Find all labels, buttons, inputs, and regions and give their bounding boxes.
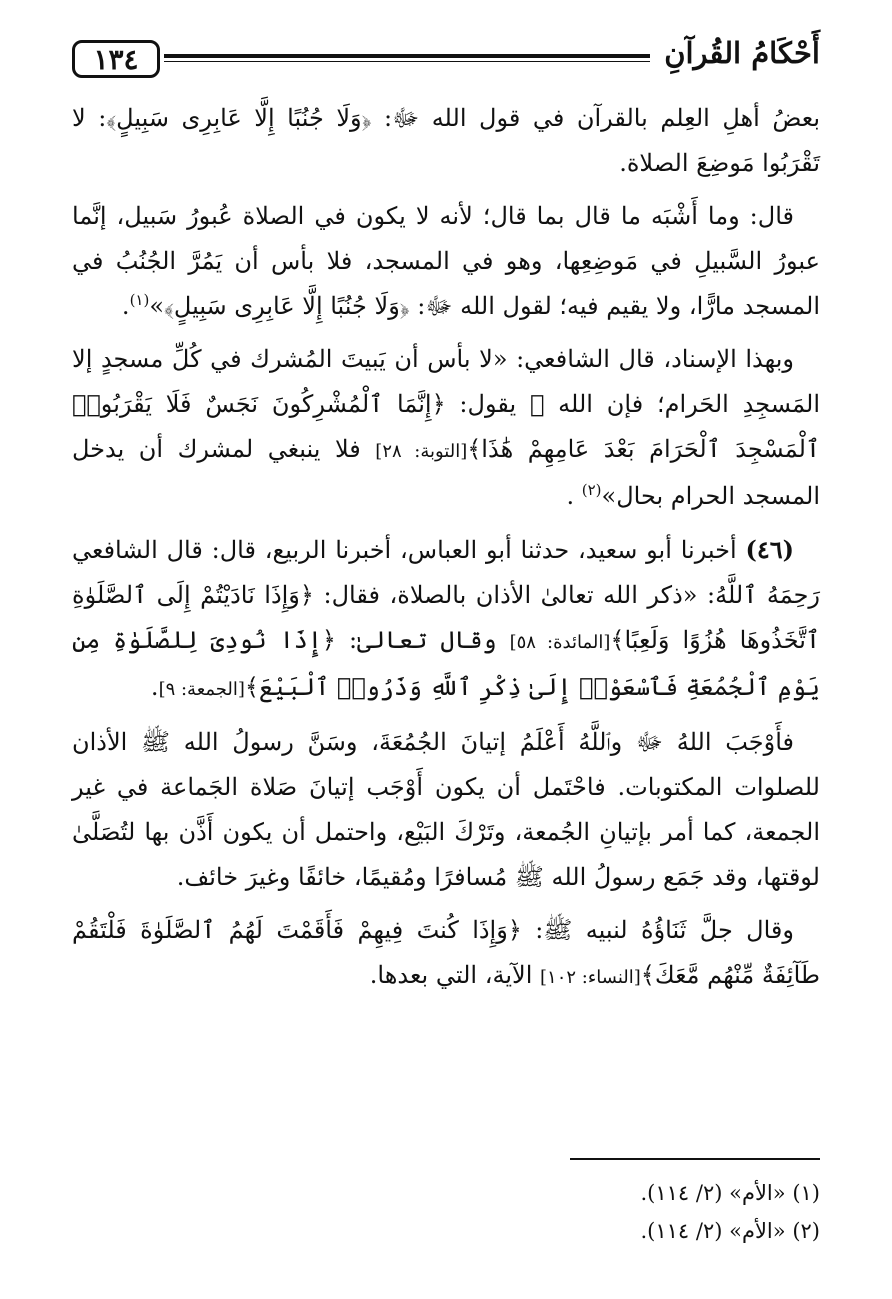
- paragraph-text: فأَوْجَبَ اللهُ ﷻ وٱللَّهُ أَعْلَمُ إتيانَ الجُمُعَةَ، وسَنَّ رسولُ الله ﷺ الأذان للصلوات المكتوبات. فاحْتَمل أن يكون أَوْجَب إتيانَ صَلاة الجَماعة في غير الجمعة، كما أمر بإتيانِ الجُمعة، وتَرْكَ البَيْع، واحتمل أن يكون أَذَّن بها لتُصَلَّىٰ لوقتها، وقد جَمَع رسولُ الله ﷺ مُسافرًا ومُقيمًا، خائفًا وغيرَ خائف.: [72, 728, 820, 891]
- paragraph-text-continued: وقال تعالىٰ: ﴿إِذَا نُودِىَ لِلصَّلَوٰةِ مِن يَوْمِ ٱلْجُمُعَةِ فَٱسْعَوْا۟ إِلَىٰ ذِكْرِ ٱللَّهِ وَذَرُوا۟ ٱلْبَيْعَ﴾: [72, 626, 820, 701]
- paragraph-tail: .: [150, 673, 159, 701]
- footnote-text: «الأم» (٢/ ١١٤).: [640, 1219, 786, 1243]
- header-rule: [164, 54, 650, 58]
- paragraph-6: [72, 908, 820, 1000]
- paragraph-text: قال: وما أَشْبَه ما قال بما قال؛ لأنه لا يكون في الصلاة عُبورُ سَبيل، إنَّما عبورُ السَّبيلِ في مَوضِعِها، وهو في المسجد، فلا بأس أن يَمُرَّ الجُنُبُ في المسجد مارًّا، ولا يقيم فيه؛ لقول الله ﷻ: ﴿وَلَا جُنُبًا إِلَّا عَابِرِى سَبِيلٍ﴾»: [72, 202, 820, 320]
- footnote-text: «الأم» (٢/ ١١٤).: [640, 1181, 786, 1205]
- page-header: [72, 30, 820, 84]
- quran-reference: [الجمعة: ٩]: [158, 679, 245, 700]
- paragraph-text: وبهذا الإسناد، قال الشافعي: «لا بأس أن يَبيتَ المُشرك في كُلِّ مسجدٍ إلا المَسجِدِ الحَرام؛ فإن الله ﷻ يقول: ﴿إِنَّمَا ٱلْمُشْرِكُونَ نَجَسٌ فَلَا يَقْرَبُوا۟ ٱلْمَسْجِدَ ٱلْحَرَامَ بَعْدَ عَامِهِمْ هَٰذَا﴾: [72, 345, 821, 463]
- paragraph-tail: .: [121, 292, 130, 320]
- paragraph-text: بعضُ أهلِ العِلم بالقرآن في قول الله ﷻ: ﴿وَلَا جُنُبًا إِلَّا عَابِرِى سَبِيلٍ﴾: لا تَقْرَبُوا مَوضِعَ الصلاة.: [72, 104, 820, 177]
- footnote-2: [72, 1212, 820, 1250]
- paragraph-text-continued: الآية، التي بعدها.: [369, 961, 540, 989]
- running-title: أَحْكَامُ القُرآنِ: [664, 36, 820, 70]
- footnote-1: [72, 1174, 820, 1212]
- quran-reference: [التوبة: ٢٨]: [375, 441, 468, 462]
- paragraph-text-continued: فلا ينبغي لمشرك أن يدخل المسجد الحرام بحال»: [72, 435, 820, 510]
- footnote-marker: (٢): [581, 481, 602, 499]
- footnote-marker: (١): [129, 291, 150, 309]
- narration-number: (٤٦): [745, 535, 794, 564]
- footnote-marker: (١): [792, 1181, 820, 1205]
- paragraph-3: [72, 337, 820, 519]
- footnotes: [72, 1174, 820, 1250]
- paragraph-4: [72, 527, 820, 712]
- paragraph-5: [72, 720, 820, 900]
- paragraph-text: وقال جلَّ ثَنَاؤُهُ لنبيه ﷺ: ﴿وَإِذَا كُنتَ فِيهِمْ فَأَقَمْتَ لَهُمُ ٱلصَّلَوٰةَ فَلْتَقُمْ طَآئِفَةٌ مِّنْهُم مَّعَكَ﴾: [72, 916, 820, 989]
- page-number: ١٣٤: [72, 40, 160, 78]
- paragraph-text: أخبرنا أبو سعيد، حدثنا أبو العباس، أخبرنا الربيع، قال: قال الشافعي رَحِمَهُ ٱللَّهُ: «ذكر الله تعالىٰ الأذان بالصلاة، فقال: ﴿وَإِذَا نَادَيْتُمْ إِلَى ٱلصَّلَوٰةِ ٱتَّخَذُوهَا هُزُوًا وَلَعِبًا﴾: [72, 536, 821, 654]
- paragraph-2: [72, 194, 820, 329]
- quran-reference: [المائدة: ٥٨]: [509, 632, 611, 653]
- paragraph-1: [72, 96, 820, 186]
- quran-reference: [النساء: ١٠٢]: [540, 967, 641, 988]
- footnote-marker: (٢): [792, 1219, 820, 1243]
- footnote-separator: [570, 1158, 820, 1160]
- paragraph-tail: .: [566, 482, 582, 510]
- main-text: [72, 96, 820, 1008]
